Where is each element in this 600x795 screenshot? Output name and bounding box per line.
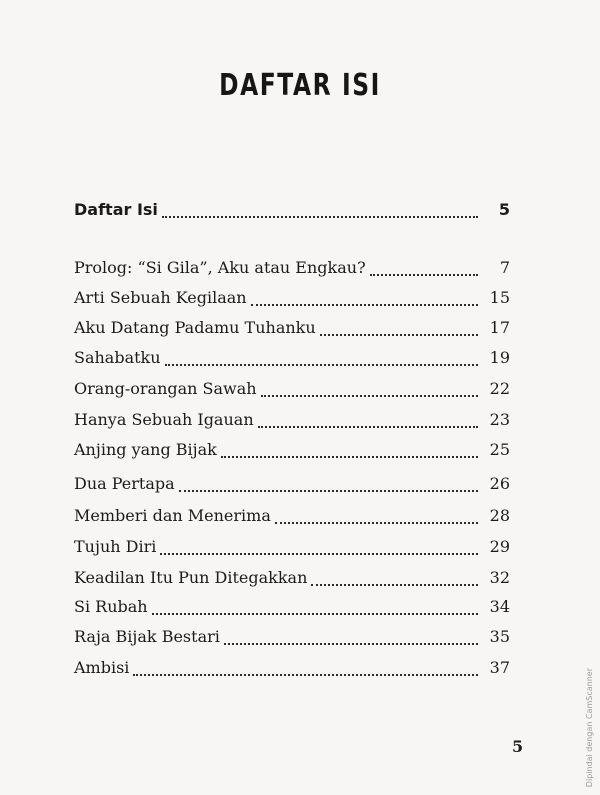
toc-entry-page: 25: [489, 440, 510, 459]
toc-entry: [74, 258, 510, 282]
toc-entry-page: 15: [489, 288, 510, 307]
toc-entry-title: Tujuh Diri: [74, 537, 157, 556]
toc-entry-page: 37: [489, 658, 510, 677]
dot-leader: [224, 643, 478, 645]
toc-entry: [74, 506, 510, 530]
toc-entry-title: Si Rubah: [74, 597, 148, 616]
toc-entry-title: Hanya Sebuah Igauan: [74, 410, 254, 429]
dot-leader: [133, 674, 478, 676]
dot-leader: [165, 364, 478, 366]
scanner-watermark: Dipindai dengan CamScanner: [585, 667, 594, 787]
dot-leader: [275, 522, 478, 524]
toc-entry-title: Orang-orangan Sawah: [74, 379, 257, 398]
toc-entry: [74, 627, 510, 651]
toc-entry-title: Ambisi: [74, 658, 130, 677]
toc-entry: [74, 288, 510, 312]
page-title: DAFTAR ISI: [219, 68, 381, 103]
toc-entry-page: 17: [489, 318, 510, 337]
dot-leader: [221, 456, 478, 458]
toc-entry-title: Dua Pertapa: [74, 474, 175, 493]
toc-entry-page: 23: [489, 410, 510, 429]
toc-entry: [74, 440, 510, 464]
toc-entry: [74, 597, 510, 621]
toc-entry: [74, 568, 510, 592]
dot-leader: [320, 334, 478, 336]
toc-entry-title: Sahabatku: [74, 348, 161, 367]
dot-leader: [311, 584, 478, 586]
toc-entry-title: Keadilan Itu Pun Ditegakkan: [74, 568, 308, 587]
toc-entry-title: Memberi dan Menerima: [74, 506, 271, 525]
dot-leader: [152, 613, 478, 615]
toc-entry-page: 7: [499, 258, 510, 277]
toc-entry-title: Anjing yang Bijak: [74, 440, 217, 459]
toc-entry: [74, 318, 510, 342]
toc-entry: [74, 348, 510, 372]
toc-entry-page: 5: [498, 200, 510, 219]
dot-leader: [160, 553, 478, 555]
toc-entry-title: Arti Sebuah Kegilaan: [74, 288, 247, 307]
toc-entry-page: 32: [489, 568, 510, 587]
toc-entry: [74, 379, 510, 403]
toc-entry-page: 26: [489, 474, 510, 493]
toc-entry: [74, 537, 510, 561]
dot-leader: [162, 216, 478, 218]
toc-entry-title: Daftar Isi: [74, 200, 158, 219]
toc-entry-page: 34: [489, 597, 510, 616]
toc-entry: [74, 658, 510, 682]
dot-leader: [179, 490, 478, 492]
dot-leader: [258, 426, 478, 428]
toc-entry: [74, 474, 510, 498]
page-number: 5: [512, 737, 524, 756]
dot-leader: [261, 395, 478, 397]
toc-entry-title: Prolog: “Si Gila”, Aku atau Engkau?: [74, 258, 366, 277]
toc-entry-page: 19: [489, 348, 510, 367]
toc-entry-page: 28: [489, 506, 510, 525]
dot-leader: [370, 274, 478, 276]
toc-entry-title: Aku Datang Padamu Tuhanku: [74, 318, 316, 337]
toc-entry-page: 22: [489, 379, 510, 398]
toc-entry-title: Raja Bijak Bestari: [74, 627, 220, 646]
dot-leader: [251, 304, 478, 306]
toc-entry-page: 29: [489, 537, 510, 556]
toc-entry-page: 35: [489, 627, 510, 646]
toc-entry: [74, 200, 510, 224]
toc-entry: [74, 410, 510, 434]
